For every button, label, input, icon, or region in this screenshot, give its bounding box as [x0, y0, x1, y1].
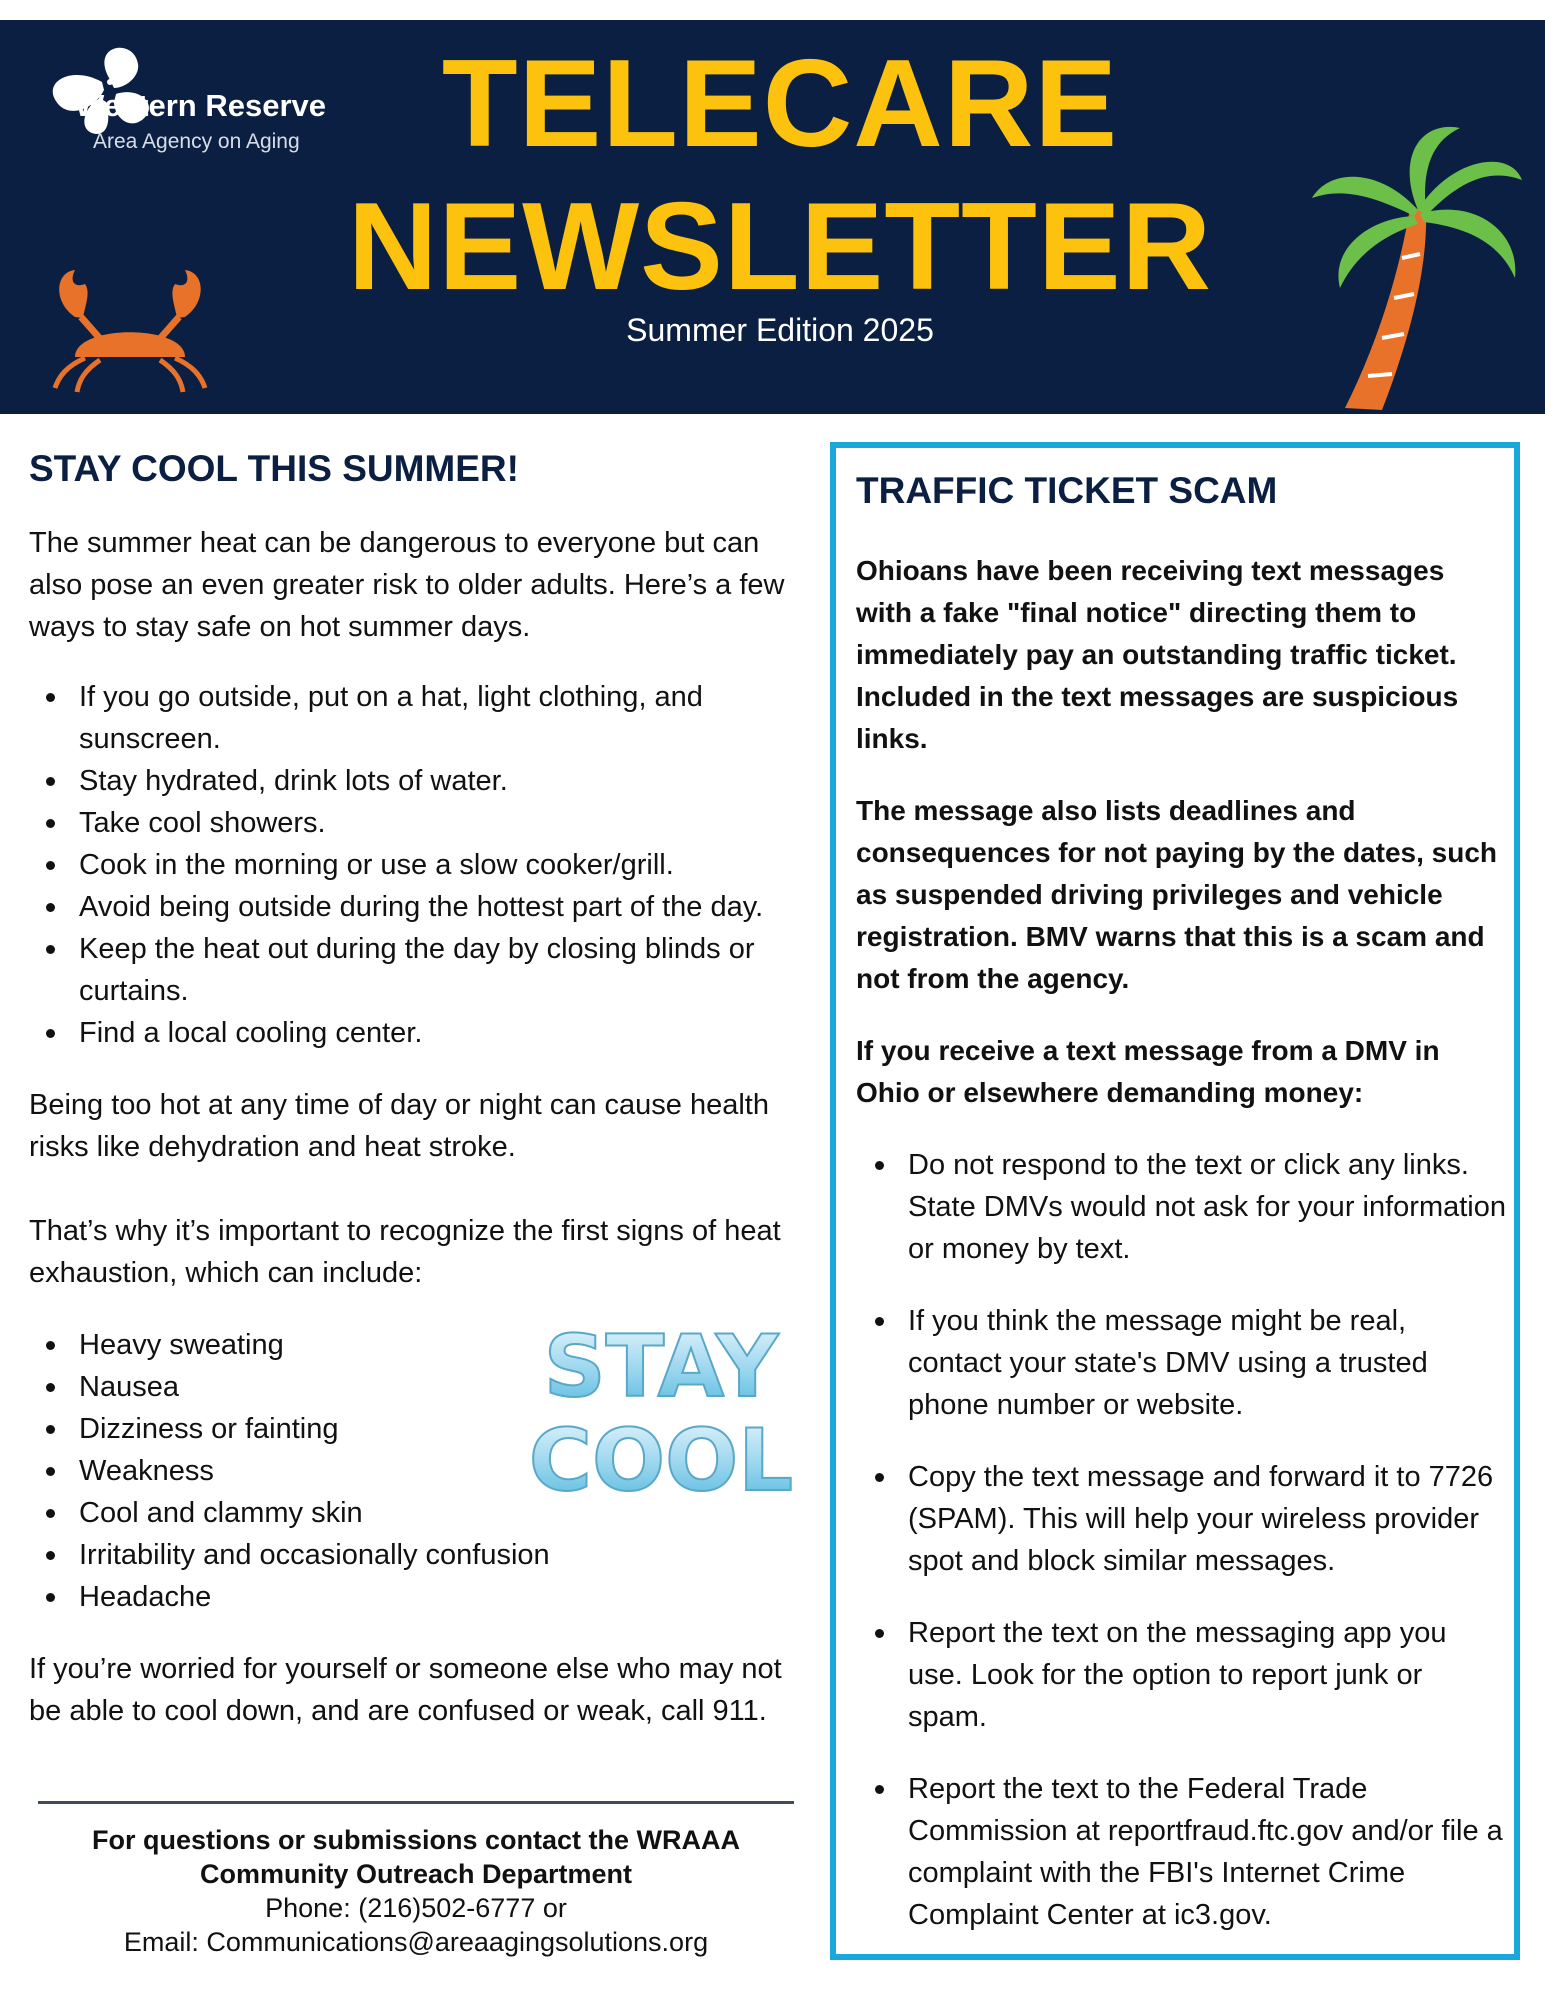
contact-line2: Community Outreach Department — [199, 1859, 633, 1889]
list-item: Take cool showers. — [79, 802, 804, 844]
list-item: Report the text to the Federal Trade Commission at reportfraud.ftc.gov and/or file a complaint with the FBI's Internet Crime Complaint Center at ic3.gov. — [908, 1768, 1506, 1936]
crab-icon — [45, 262, 215, 397]
list-item: Headache — [79, 1576, 804, 1618]
list-item: Nausea — [79, 1366, 804, 1408]
list-item: If you go outside, put on a hat, light clothing, and sunscreen. — [79, 676, 804, 760]
stay-cool-section — [29, 448, 804, 1732]
stay-cool-intro: The summer heat can be dangerous to everyone but can also pose an even greater risk to older adults. Here’s a few ways to stay safe on hot summer days. — [29, 527, 785, 643]
summer-tips-list — [29, 676, 804, 1054]
list-item: Cook in the morning or use a slow cooker/grill. — [79, 844, 804, 886]
call-911-paragraph: If you’re worried for yourself or someone else who may not be able to cool down, and are confused or weak, call 911. — [29, 1653, 782, 1727]
list-item: Cool and clammy skin — [79, 1492, 804, 1534]
stay-word: STAY — [543, 1318, 779, 1417]
contact-phone: Phone: (216)502-6777 or — [265, 1893, 567, 1923]
traffic-scam-heading: TRAFFIC TICKET SCAM — [856, 470, 1278, 511]
list-item: Find a local cooling center. — [79, 1012, 804, 1054]
list-item: Do not respond to the text or click any links. State DMVs would not ask for your information or money by text. — [908, 1144, 1506, 1270]
heat-risk-paragraph: Being too hot at any time of day or night can cause health risks like dehydration and heat stroke. — [29, 1089, 769, 1163]
contact-line1: For questions or submissions contact the WRAAA — [91, 1825, 741, 1855]
heat-exhaustion-intro: That’s why it’s important to recognize the first signs of heat exhaustion, which can include: — [29, 1215, 781, 1289]
palm-tree-icon — [1310, 118, 1525, 413]
contact-info — [38, 1823, 794, 1959]
list-item: Avoid being outside during the hottest part of the day. — [79, 886, 804, 928]
stay-cool-heading: STAY COOL THIS SUMMER! — [29, 448, 519, 489]
traffic-scam-section — [856, 470, 1506, 1966]
scam-tips-list — [856, 1144, 1506, 1936]
list-item: Copy the text message and forward it to 7726 (SPAM). This will help your wireless provider spot and block similar messages. — [908, 1456, 1506, 1582]
list-item: Irritability and occasionally confusion — [79, 1534, 804, 1576]
list-item: Report the text on the messaging app you use. Look for the option to report junk or spam. — [908, 1612, 1506, 1738]
list-item: Stay hydrated, drink lots of water. — [79, 760, 804, 802]
stay-cool-graphic — [520, 1318, 802, 1503]
footer-divider — [38, 1801, 794, 1804]
list-item: Weakness — [79, 1450, 804, 1492]
list-item: Heavy sweating — [79, 1324, 804, 1366]
logo-name: Western Reserve — [75, 88, 327, 123]
newsletter-title-line2: NEWSLETTER — [347, 178, 1213, 316]
list-item: Keep the heat out during the day by closing blinds or curtains. — [79, 928, 804, 1012]
contact-email: Email: Communications@areaagingsolutions.org — [123, 1927, 709, 1957]
list-item: Dizziness or fainting — [79, 1408, 804, 1450]
scam-para1: Ohioans have been receiving text messages with a fake "final notice" directing them to immediately pay an outstanding traffic ticket. Included in the text messages are suspicious links. — [856, 555, 1459, 754]
list-item: If you think the message might be real, contact your state's DMV using a trusted phone number or website. — [908, 1300, 1506, 1426]
edition-label: Summer Edition 2025 — [626, 312, 934, 348]
newsletter-title-line1: TELECARE — [441, 35, 1119, 173]
cool-word: COOL — [528, 1411, 794, 1503]
scam-para2: The message also lists deadlines and consequences for not paying by the dates, such as suspended driving privileges and vehicle registration. BMV warns that this is a scam and not from the agency. — [856, 795, 1498, 994]
scam-para3: If you receive a text message from a DMV in Ohio or elsewhere demanding money: — [856, 1035, 1440, 1108]
logo-subtitle: Area Agency on Aging — [93, 130, 300, 153]
